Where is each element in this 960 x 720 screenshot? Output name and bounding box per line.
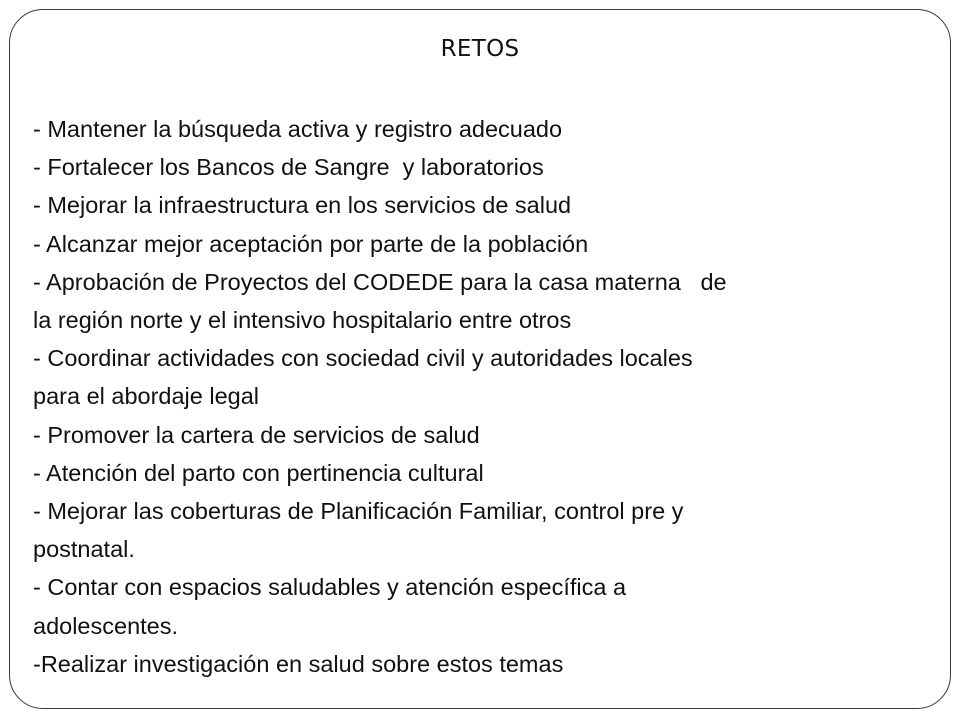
list-line: - Contar con espacios saludables y atención específica a xyxy=(33,574,627,601)
list-line: - Mejorar las coberturas de Planificación Familiar, control pre y xyxy=(33,498,684,525)
list-line: postnatal. xyxy=(33,536,135,563)
list-line: - Mejorar la infraestructura en los servicios de salud xyxy=(33,192,572,219)
list-line: - Aprobación de Proyectos del CODEDE para la casa materna de xyxy=(33,268,727,295)
list-line: -Realizar investigación en salud sobre estos temas xyxy=(33,650,564,677)
list-line: - Coordinar actividades con sociedad civil y autoridades locales xyxy=(33,345,693,372)
list-line: adolescentes. xyxy=(33,612,179,639)
list-line: - Mantener la búsqueda activa y registro adecuado xyxy=(33,116,563,142)
list-line: - Atención del parto con pertinencia cultural xyxy=(33,459,484,486)
challenges-list xyxy=(33,110,928,683)
list-line: - Alcanzar mejor aceptación por parte de la población xyxy=(33,230,589,257)
list-line: - Promover la cartera de servicios de salud xyxy=(33,421,480,448)
list-line: - Fortalecer los Bancos de Sangre y laboratorios xyxy=(33,154,544,181)
list-line: la región norte y el intensivo hospitalario entre otros xyxy=(33,307,572,334)
list-line: para el abordaje legal xyxy=(33,383,260,410)
slide-title: RETOS xyxy=(440,36,520,62)
